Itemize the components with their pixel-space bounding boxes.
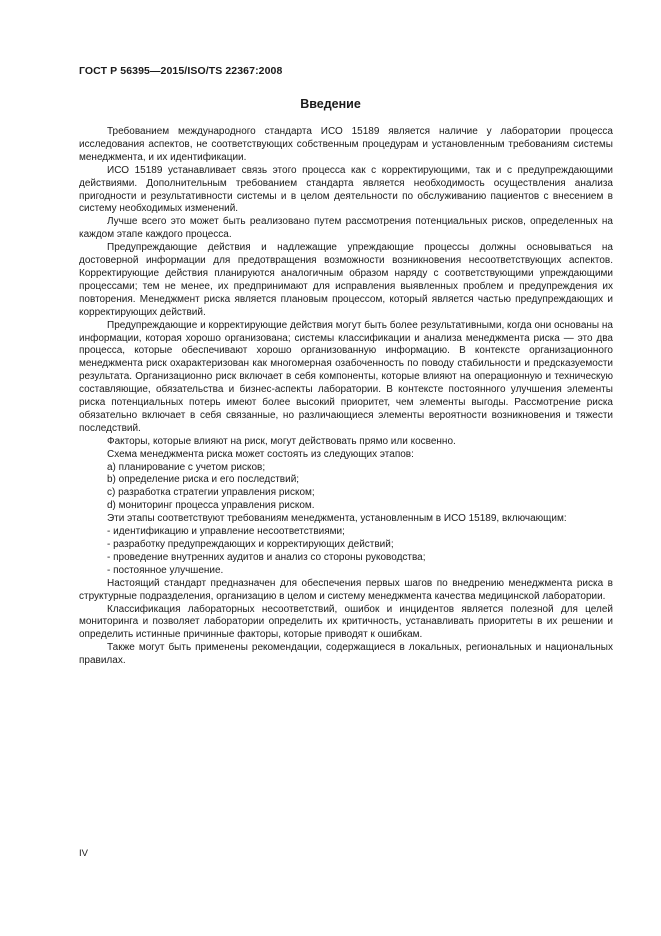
paragraph: Эти этапы соответствуют требованиям менеджмента, установленным в ИСО 15189, включающим: — [107, 513, 567, 525]
stage-item: d) мониторинг процесса управления риском. — [107, 500, 315, 512]
stage-item: a) планирование с учетом рисков; — [107, 461, 266, 473]
paragraph: ИСО 15189 устанавливает связь этого процесса как с корректирующими, так и с предупреждающими действиями. Дополнительным требованием стандарта является необходимость осуществления анализа пригодности и результативности системы и в целом деятельности по обслуживанию пациентов с внесением в систему необходимых изменений. — [79, 164, 613, 215]
paragraph: Настоящий стандарт предназначен для обеспечения первых шагов по внедрению менеджмента риска в структурные подразделения, организацию в целом и систему менеджмента качества медицинской лаборатории. — [79, 577, 613, 602]
requirement-item: - разработку предупреждающих и корректирующих действий; — [107, 539, 394, 550]
document-header: ГОСТ Р 56395—2015/ISO/TS 22367:2008 — [79, 65, 283, 77]
requirement-item: - идентификацию и управление несоответствиями; — [107, 526, 345, 538]
paragraph: Также могут быть применены рекомендации, содержащиеся в локальных, региональных и национальных правилах. — [79, 642, 613, 667]
page-number: IV — [79, 848, 88, 859]
requirement-item: - постоянное улучшение. — [107, 564, 224, 576]
paragraph: Предупреждающие действия и надлежащие упреждающие процессы должны основываться на достоверной информации для предотвращения возможности возникновения несоответствующих аспектов. Корректирующие действия планируются аналогичным образом наряду с соответствующими упреждающими процессами; тем не менее, их предпринимают для исправления выявленных проблем и предупреждения их повторения. Менеджмент риска является плановым процессом, который является частью предупреждающих и корректирующих действий. — [79, 242, 613, 318]
paragraph: Схема менеджмента риска может состоять из следующих этапов: — [107, 448, 414, 460]
requirement-item: - проведение внутренних аудитов и анализ со стороны руководства; — [107, 551, 426, 563]
paragraph: Лучше всего это может быть реализовано путем рассмотрения потенциальных рисков, определенных на каждом этапе каждого процесса. — [79, 216, 613, 241]
section-title: Введение — [300, 97, 361, 111]
stage-item: c) разработка стратегии управления риском; — [107, 487, 315, 499]
paragraph: Предупреждающие и корректирующие действия могут быть более результативными, когда они основаны на информации, которая хорошо организована; системы классификации и анализа менеджмента риска — это два процесса, которые обеспечивают хорошо организованную информацию. В контексте организационного менеджмента риск охарактеризован как многомерная озабоченность по поводу стабильности и предсказуемости результата. Организационно риск включает в себя компоненты, которые влияют на операционную и техническую составляющие, обязательства и бизнес-аспекты лаборатории. В контексте постоянного улучшения элементы риска потенциальных потерь имеют более высокий приоритет, чем элементы выгоды. Рассмотрение риска обязательно включает в себя связанные, но различающиеся элементы вероятности возникновения и тяжести последствий. — [79, 319, 613, 434]
introduction-body — [79, 126, 613, 668]
stage-item: b) определение риска и его последствий; — [107, 474, 300, 486]
paragraph: Факторы, которые влияют на риск, могут действовать прямо или косвенно. — [107, 435, 456, 447]
paragraph: Классификация лабораторных несоответствий, ошибок и инцидентов является полезной для целей мониторинга и позволяет лаборатории определить их критичность, устанавливать приоритеты в их решении и определить истинные причинные факторы, которые приводят к ошибкам. — [79, 603, 613, 641]
paragraph: Требованием международного стандарта ИСО 15189 является наличие у лаборатории процесса исследования аспектов, не соответствующих собственным процедурам и установленным требованиям системы менеджмента, и их идентификации. — [79, 126, 613, 163]
